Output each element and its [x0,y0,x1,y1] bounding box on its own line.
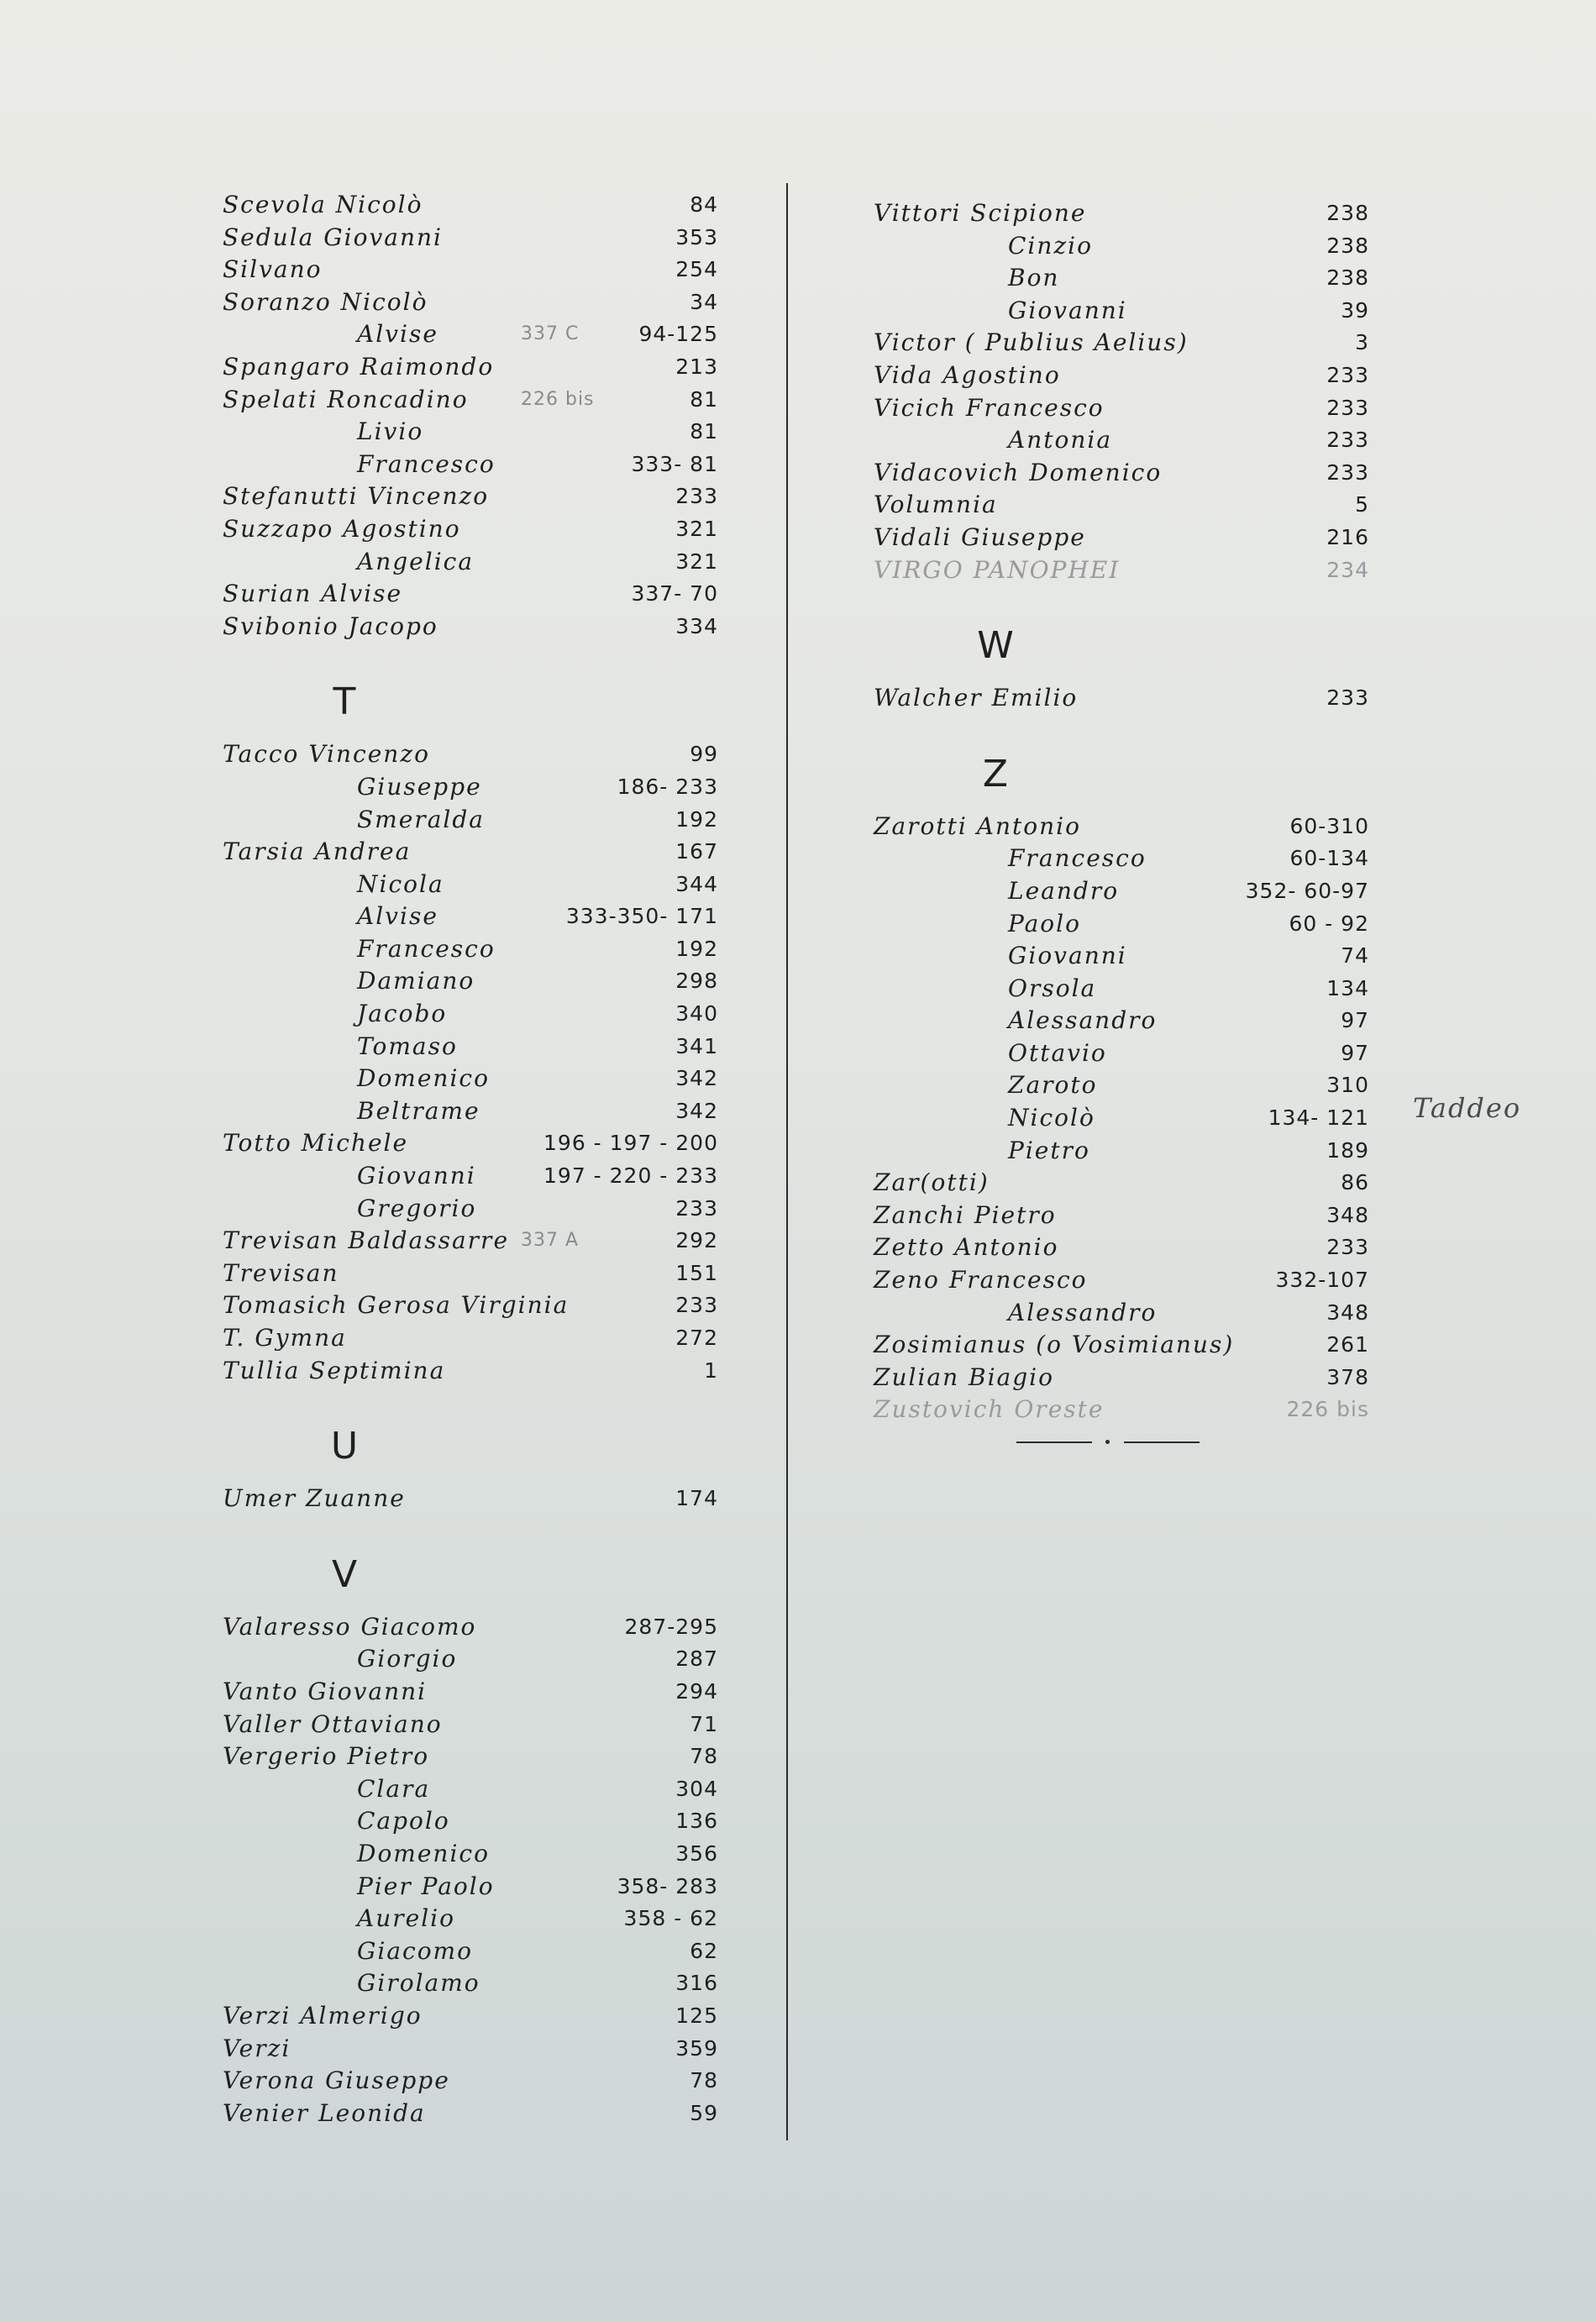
entry-page-ref: 294 [675,1678,718,1704]
entry-page-ref: 316 [675,1971,718,1996]
entry-page-ref: 74 [1341,943,1369,969]
entry-page-ref: 233 [1326,395,1369,420]
entry-name: Zanchi Pietro [874,1200,1057,1229]
index-entry [223,611,735,643]
entry-page-ref: 134 [1326,975,1369,1000]
entry-name: Walcher Emilio [874,684,1079,712]
entry-page-ref: 332-107 [1275,1268,1369,1293]
entry-name: Livio [357,417,424,446]
entry-name: Vittori Scipione [874,199,1087,227]
entry-name: Beltrame [357,1096,480,1125]
index-entry [223,1903,735,1935]
entry-name: Tacco Vincenzo [223,740,430,769]
entry-pencil-note: 226 bis [521,388,595,410]
index-column-right [874,197,1386,1426]
entry-name: Smeralda [357,805,485,833]
entry-name: Leandro [1008,876,1120,905]
entry-name: Domenico [357,1064,490,1093]
entry-page-ref: 60 - 92 [1289,911,1369,936]
entry-page-ref: 197 - 220 - 233 [543,1163,718,1189]
entry-name: Gregorio [357,1194,477,1222]
index-entry [223,513,735,546]
entry-page-ref: 5 [1355,492,1369,517]
index-entry [223,286,735,319]
entry-page-ref: 3 [1355,330,1369,355]
index-entry [874,1005,1386,1037]
index-entry [874,1394,1386,1426]
entry-page-ref: 344 [675,871,718,896]
index-entry [223,1967,735,2000]
section-letter: Z [982,752,1009,796]
index-entry [874,327,1386,360]
index-entry [223,2033,735,2066]
index-entry [223,1095,735,1128]
entry-page-ref: 151 [675,1260,718,1285]
entry-page-ref: 358- 283 [617,1873,718,1898]
entry-page-ref: 62 [690,1938,718,1963]
index-entry [223,1676,735,1709]
entry-name: T. Gymna [223,1324,347,1352]
index-entry [874,424,1386,457]
index-entry [223,1871,735,1904]
entry-name: Verzi [223,2034,291,2062]
entry-name: Zulian Biagio [874,1363,1054,1391]
index-entry [223,449,735,481]
index-entry [874,457,1386,490]
entry-name: Francesco [357,934,496,963]
index-entry [874,392,1386,425]
entry-page-ref: 233 [1326,1235,1369,1260]
entry-name: Victor ( Publius Aelius) [874,328,1189,357]
index-entry [874,908,1386,941]
entry-page-ref: 341 [675,1033,718,1058]
entry-page-ref: 226 bis [1286,1397,1369,1422]
index-entry [874,522,1386,554]
entry-page-ref: 60-310 [1289,813,1369,838]
entry-name: Totto Michele [223,1129,409,1158]
entry-name: Aurelio [357,1904,455,1933]
entry-name: Stefanutti Vincenzo [223,482,490,511]
index-entry [223,1709,735,1741]
index-entry [223,1322,735,1355]
entry-page-ref: 196 - 197 - 200 [543,1131,718,1156]
entry-name: Tarsia Andrea [223,838,412,866]
entry-page-ref: 234 [1326,557,1369,582]
entry-name: Zaroto [1008,1071,1098,1100]
entry-page-ref: 136 [675,1809,718,1834]
entry-page-ref: 333-350- 171 [565,904,718,929]
index-entry [874,1037,1386,1070]
entry-name: Tomaso [357,1032,458,1060]
entry-name: Alvise [357,320,438,349]
entry-name: Vergerio Pietro [223,1742,430,1771]
entry-name: Jacobo [357,1000,448,1028]
entry-name: Verzi Almerigo [223,2001,423,2030]
entry-page-ref: 348 [1326,1202,1369,1227]
index-entry [223,189,735,222]
entry-name: Ottavio [1008,1038,1107,1067]
entry-page-ref: 342 [675,1098,718,1123]
entry-name: Giovanni [1008,942,1127,970]
index-entry [223,804,735,837]
entry-page-ref: 334 [675,613,718,638]
entry-page-ref: 81 [690,386,718,412]
entry-name: Scevola Nicolò [223,191,423,218]
index-entry [874,1329,1386,1362]
index-entry [223,869,735,901]
entry-name: Francesco [1008,844,1147,873]
index-entry [223,1225,735,1258]
entry-name: Giorgio [357,1645,458,1673]
entry-name: Alessandro [1008,1006,1158,1035]
entry-page-ref: 353 [675,224,718,249]
entry-page-ref: 86 [1341,1170,1369,1195]
index-entry [223,1063,735,1095]
index-entry [223,222,735,255]
entry-name: Vicich Francesco [874,393,1105,422]
entry-page-ref: 348 [1326,1300,1369,1325]
entry-page-ref: 71 [690,1711,718,1736]
entry-name: Zetto Antonio [874,1233,1059,1262]
entry-page-ref: 358 - 62 [623,1906,718,1931]
entry-page-ref: 39 [1341,297,1369,323]
index-entry [223,965,735,998]
entry-name: Giacomo [357,1936,473,1965]
entry-page-ref: 321 [675,516,718,541]
entry-name: Trevisan Baldassarre [223,1226,510,1255]
entry-page-ref: 304 [675,1776,718,1801]
entry-page-ref: 333- 81 [631,451,718,476]
entry-page-ref: 238 [1326,201,1369,225]
entry-pencil-note: 337 A [521,1230,580,1252]
entry-page-ref: 97 [1341,1008,1369,1033]
entry-name: Capolo [357,1807,450,1835]
entry-page-ref: 213 [675,354,718,379]
index-entry [223,933,735,966]
index-entry [223,318,735,351]
entry-name: Soranzo Nicolò [223,287,428,316]
index-entry [874,1069,1386,1102]
index-entry [223,351,735,384]
entry-name: Pier Paolo [357,1872,495,1900]
index-entry [223,480,735,513]
index-entry [874,1200,1386,1232]
index-entry [223,836,735,869]
entry-page-ref: 342 [675,1066,718,1091]
entry-page-ref: 216 [1326,524,1369,549]
end-mark [1016,1438,1201,1447]
entry-name: Svibonio Jacopo [223,612,438,640]
entry-page-ref: 134- 121 [1268,1105,1369,1131]
entry-page-ref: 352- 60-97 [1245,878,1369,903]
entry-page-ref: 359 [675,2035,718,2061]
entry-page-ref: 272 [675,1326,718,1350]
index-entry [874,230,1386,263]
index-entry [874,197,1386,230]
entry-page-ref: 174 [675,1486,718,1511]
entry-name: Umer Zuanne [223,1484,406,1513]
index-entry [874,295,1386,328]
entry-name: Alessandro [1008,1298,1158,1326]
entry-name: Francesco [357,449,496,478]
entry-name: Paolo [1008,909,1081,937]
index-entry [223,2065,735,2098]
entry-name: Giovanni [1008,296,1127,324]
margin-note: Taddeo [1413,1092,1522,1124]
column-divider [786,183,788,2140]
entry-name: Zustovich Oreste [874,1395,1105,1424]
entry-name: Orsola [1008,974,1097,1002]
entry-page-ref: 81 [690,419,718,444]
entry-page-ref: 189 [1326,1137,1369,1163]
index-entry [223,254,735,286]
entry-page-ref: 287-295 [624,1614,718,1639]
index-entry [223,384,735,417]
entry-name: Trevisan [223,1258,339,1287]
entry-name: Angelica [357,547,475,575]
entry-page-ref: 94-125 [638,322,718,347]
index-entry [874,682,1386,715]
entry-page-ref: 59 [690,2100,718,2125]
index-entry [223,546,735,579]
entry-name: Tullia Septimina [223,1356,446,1384]
entry-page-ref: 356 [675,1841,718,1866]
index-entry [874,489,1386,522]
entry-page-ref: 233 [675,1195,718,1221]
entry-name: Verona Giuseppe [223,2066,450,2095]
entry-page-ref: 60-134 [1289,846,1369,871]
index-entry [223,2098,735,2130]
entry-page-ref: 340 [675,1001,718,1027]
entry-name: Giuseppe [357,772,482,801]
entry-page-ref: 238 [1326,265,1369,291]
index-entry [874,1231,1386,1264]
entry-name: Silvano [223,255,323,284]
index-entry [223,738,735,771]
entry-name: Pietro [1008,1136,1090,1164]
index-entry [874,1297,1386,1330]
index-entry [874,1264,1386,1297]
entry-page-ref: 233 [1326,685,1369,711]
index-entry [874,973,1386,1006]
index-entry [223,1935,735,1968]
entry-name: Domenico [357,1839,490,1867]
section-letter: W [977,624,1014,668]
entry-page-ref: 1 [704,1357,718,1383]
index-entry [223,2000,735,2033]
entry-name: Vidali Giuseppe [874,522,1086,551]
entry-name: Valler Ottaviano [223,1709,443,1738]
index-entry [874,875,1386,908]
entry-page-ref: 192 [675,806,718,832]
entry-name: Nicola [357,869,444,898]
entry-name: Surian Alvise [223,580,403,608]
entry-name: Nicolò [1008,1104,1095,1132]
index-entry [874,554,1386,587]
entry-name: VIRGO PANOPHEI [874,555,1121,584]
index-entry [223,1741,735,1773]
index-entry [223,1258,735,1290]
entry-page-ref: 292 [675,1228,718,1253]
entry-page-ref: 233 [675,1293,718,1318]
index-entry [223,1805,735,1838]
index-entry [223,771,735,804]
entry-name: Giovanni [357,1162,476,1190]
index-entry [223,1483,735,1515]
entry-page-ref: 78 [690,1744,718,1769]
entry-name: Alvise [357,902,438,931]
entry-name: Zosimianus (o Vosimianus) [874,1331,1235,1359]
entry-name: Zarotti Antonio [874,811,1081,840]
section-letter: T [333,680,356,724]
index-entry [223,1355,735,1388]
entry-name: Spelati Roncadino [223,385,469,413]
entry-name: Tomasich Gerosa Virginia [223,1291,570,1320]
entry-page-ref: 192 [675,936,718,961]
index-entry [223,1289,735,1322]
entry-page-ref: 233 [1326,362,1369,387]
entry-name: Antonia [1008,426,1113,454]
index-entry [223,1643,735,1676]
index-entry [874,1362,1386,1394]
entry-page-ref: 99 [690,742,718,767]
entry-name: Zeno Francesco [874,1266,1088,1294]
index-entry [223,1773,735,1806]
index-entry [223,1193,735,1226]
index-entry [874,843,1386,875]
index-entry [874,262,1386,295]
index-entry [874,1135,1386,1168]
index-entry [874,1102,1386,1135]
entry-name: Valaresso Giacomo [223,1612,477,1641]
entry-page-ref: 233 [1326,428,1369,453]
index-entry [874,1167,1386,1200]
entry-page-ref: 186- 233 [617,774,718,799]
entry-name: Volumnia [874,491,998,519]
entry-page-ref: 233 [1326,459,1369,485]
index-column-left [223,189,735,2129]
index-entry [223,416,735,449]
index-entry [874,811,1386,843]
entry-name: Vanto Giovanni [223,1677,428,1705]
index-entry [223,1611,735,1644]
entry-name: Cinzio [1008,231,1093,260]
entry-page-ref: 287 [675,1646,718,1672]
entry-name: Bon [1008,264,1060,292]
index-entry [223,1160,735,1193]
index-entry [223,1838,735,1871]
entry-page-ref: 78 [690,2068,718,2093]
entry-name: Vidacovich Domenico [874,458,1163,486]
entry-page-ref: 233 [675,484,718,509]
entry-name: Damiano [357,967,475,995]
entry-page-ref: 238 [1326,233,1369,258]
entry-name: Suzzapo Agostino [223,514,461,543]
entry-page-ref: 125 [675,2003,718,2028]
entry-page-ref: 310 [1326,1073,1369,1098]
entry-name: Zar(otti) [874,1168,990,1197]
entry-name: Clara [357,1774,431,1803]
entry-name: Venier Leonida [223,2098,426,2127]
entry-page-ref: 321 [675,549,718,574]
index-entry [874,940,1386,973]
entry-page-ref: 84 [690,192,718,217]
entry-page-ref: 337- 70 [631,581,718,607]
entry-page-ref: 167 [675,839,718,864]
entry-pencil-note: 337 C [521,323,580,345]
entry-name: Spangaro Raimondo [223,352,495,381]
index-entry [223,578,735,611]
index-entry [223,998,735,1031]
entry-name: Sedula Giovanni [223,223,443,251]
entry-name: Girolamo [357,1969,480,1998]
index-entry [223,901,735,933]
index-entry [874,360,1386,392]
index-entry [223,1127,735,1160]
entry-page-ref: 261 [1326,1332,1369,1357]
section-letter: V [331,1552,358,1596]
index-entry [223,1031,735,1063]
entry-page-ref: 254 [675,257,718,282]
entry-page-ref: 378 [1326,1364,1369,1389]
entry-page-ref: 34 [690,289,718,314]
entry-page-ref: 97 [1341,1040,1369,1065]
entry-page-ref: 298 [675,969,718,994]
section-letter: U [330,1425,359,1468]
entry-name: Vida Agostino [874,360,1061,389]
